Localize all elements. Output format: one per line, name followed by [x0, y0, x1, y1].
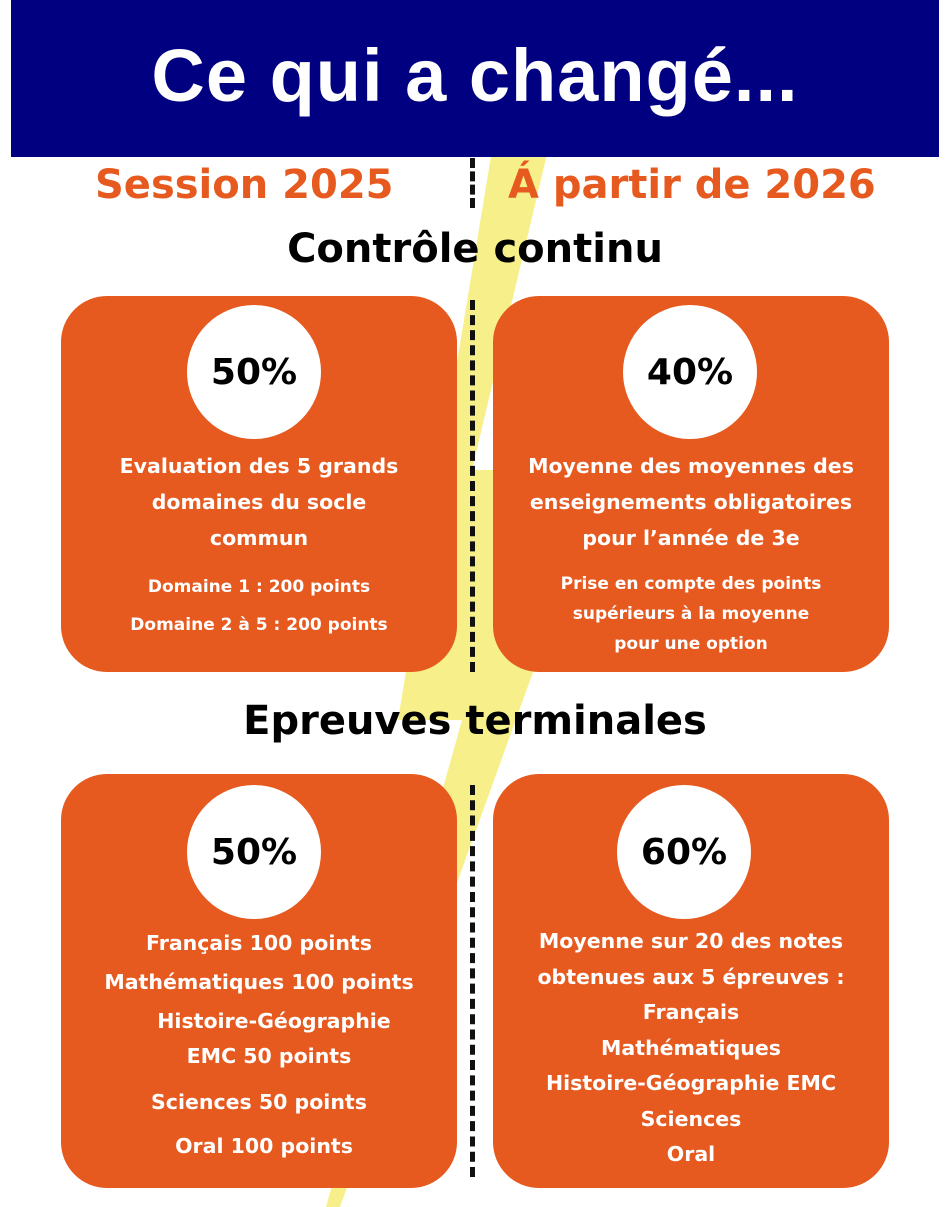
percent-value: 60% [640, 831, 728, 873]
description-line: Evaluation des 5 grands [119, 454, 399, 478]
description-line: Sciences 50 points [151, 1090, 367, 1114]
card-epreuves-terminales-2025 [61, 774, 457, 1188]
description-line: Moyenne sur 20 des notes [538, 929, 844, 953]
card-description [493, 924, 889, 1173]
detail-line: Prise en compte des points [560, 574, 822, 594]
description-line: Mathématiques [601, 1035, 781, 1060]
card-epreuves-terminales-2026 [493, 774, 889, 1188]
detail-line: Domaine 2 à 5 : 200 points [130, 615, 388, 635]
description-line: Histoire-Géographie EMC [545, 1071, 837, 1095]
section-title-controle-continu: Contrôle continu [287, 226, 663, 272]
percent-value: 40% [646, 351, 734, 393]
detail-line: Domaine 1 : 200 points [147, 577, 371, 597]
card-description [61, 448, 457, 556]
description-line: enseignements obligatoires [529, 490, 853, 514]
card-controle-continu-2026 [493, 296, 889, 672]
description-line: EMC 50 points [186, 1044, 352, 1068]
description-line: Oral 100 points [175, 1134, 353, 1158]
description-line: pour l’année de 3e [582, 526, 800, 550]
title-banner [11, 0, 939, 157]
page-title: Ce qui a changé... [151, 34, 799, 117]
percent-circle [617, 785, 751, 919]
percent-value: 50% [210, 351, 298, 393]
percent-circle [187, 305, 321, 439]
card-details [61, 568, 457, 644]
divider-bottom [470, 785, 475, 1177]
detail-line: pour une option [614, 634, 768, 654]
card-description [61, 924, 457, 1166]
card-details [493, 569, 889, 659]
column-heading-from-2026: Á partir de 2026 [508, 162, 876, 208]
description-line: Oral [666, 1142, 716, 1166]
divider-middle [470, 300, 475, 672]
description-line: Mathématiques 100 points [104, 970, 414, 994]
description-line: domaines du socle [151, 490, 367, 514]
column-heading-session-2025: Session 2025 [95, 162, 394, 208]
description-line: Français 100 points [146, 931, 372, 955]
description-line: Moyenne des moyennes des [528, 454, 854, 478]
card-description [493, 448, 889, 556]
description-line: obtenues aux 5 épreuves : [537, 964, 845, 989]
description-line: Sciences [640, 1106, 742, 1131]
divider-top [470, 158, 475, 208]
description-line: Français [642, 1000, 740, 1024]
percent-value: 50% [210, 831, 298, 873]
percent-circle [187, 785, 321, 919]
description-line: Histoire-Géographie [157, 1009, 391, 1033]
section-title-epreuves-terminales: Epreuves terminales [243, 698, 707, 744]
description-line: commun [209, 526, 309, 550]
card-controle-continu-2025 [61, 296, 457, 672]
detail-line: supérieurs à la moyenne [572, 604, 810, 624]
percent-circle [623, 305, 757, 439]
